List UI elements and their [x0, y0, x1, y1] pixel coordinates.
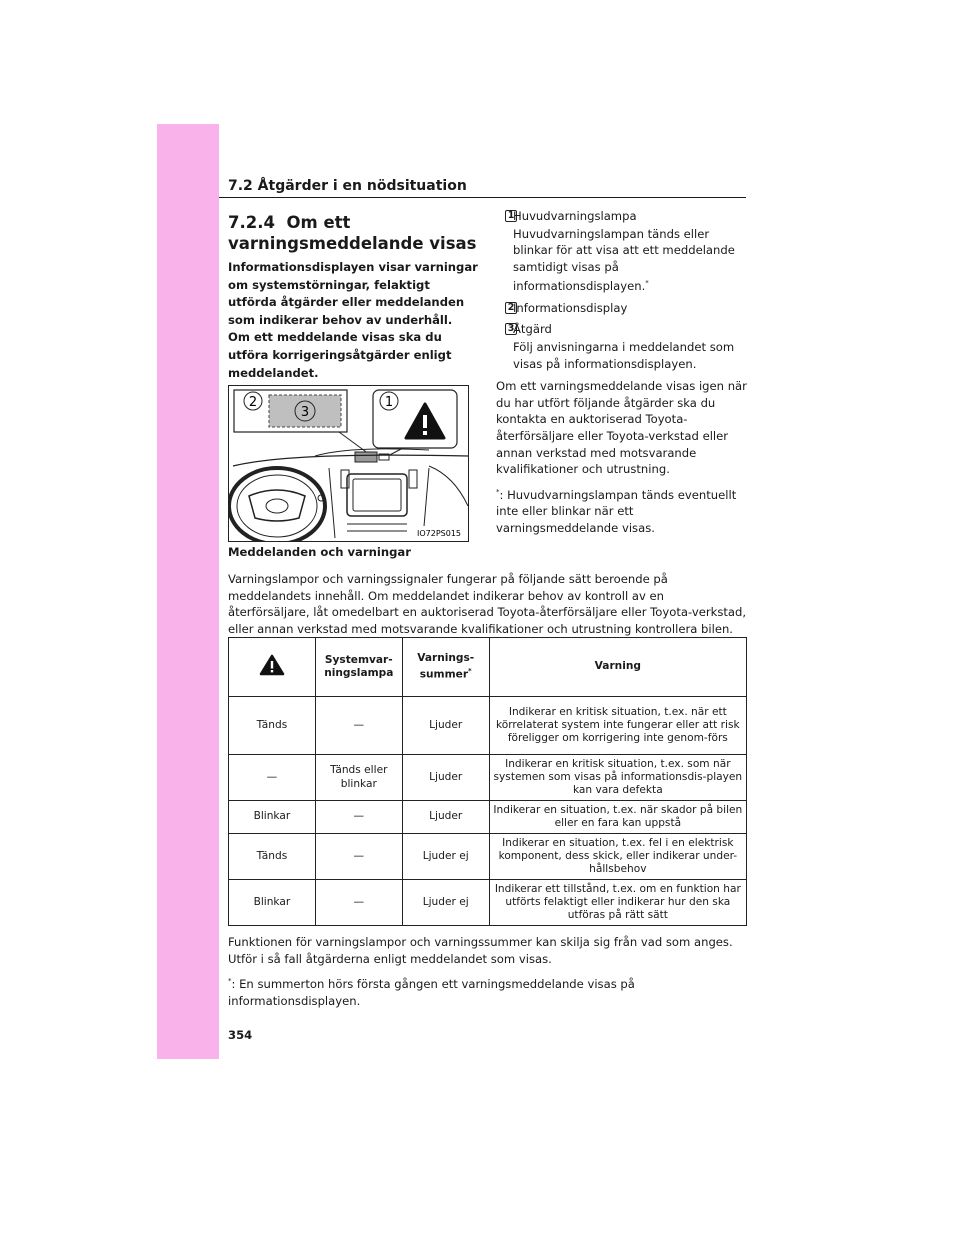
callout-3-label: 3: [300, 405, 310, 420]
figure-code: IO72PS015: [416, 529, 461, 538]
footnote-star: *: [645, 279, 649, 288]
figure-caption: Meddelanden och varningar: [228, 545, 411, 559]
table-cell: Indikerar en kritisk situation, t.ex. som när systemen som visas på informationsdis-playen kan vara defekta: [489, 755, 746, 801]
table-cell: Ljuder: [402, 697, 489, 755]
after-paragraph: Funktionen för varningslampor och varningssummer kan skilja sig från vad som anges. Utför i så fall åtgärderna enligt meddelandet som visas.: [228, 935, 733, 966]
table-row: [229, 697, 747, 755]
chapter-title: [228, 212, 478, 254]
callout-1-label: 1: [384, 395, 394, 410]
page-number: 354: [228, 1028, 253, 1042]
table-row: [229, 755, 747, 801]
chapter-number: 7.2.4: [228, 213, 275, 232]
table-cell: —: [229, 755, 316, 801]
right-column: [496, 208, 752, 536]
footnote: *: En summerton hörs första gången ett varningsmeddelande visas på informationsdisplayen.: [228, 977, 635, 1008]
right-footnote: *: Huvudvarningslampan tänds eventuellt inte eller blinkar när ett varningsmeddelande visas.: [496, 487, 737, 535]
header-rule: [219, 197, 746, 198]
table-cell: Tänds: [229, 697, 316, 755]
item-number-badge: 3: [505, 323, 517, 335]
table-cell: Ljuder: [402, 801, 489, 834]
table-cell: Indikerar en situation, t.ex. när skador på bilen eller en fara kan uppstå: [489, 801, 746, 834]
item-title: Informationsdisplay: [513, 300, 628, 315]
section-header: [228, 178, 467, 194]
dashboard-figure: [228, 385, 469, 542]
list-item: [496, 300, 752, 317]
item-number-badge: 1: [505, 210, 517, 222]
item-number-badge: 2: [505, 302, 517, 314]
section-header-text: 7.2 Åtgärder i en nödsituation: [228, 178, 467, 194]
table-cell: Indikerar en situation, t.ex. fel i en elektrisk komponent, dess skick, eller indikerar under-hållsbehov: [489, 834, 746, 880]
table-cell: Tänds eller blinkar: [315, 755, 402, 801]
table-header-icon: [229, 638, 316, 697]
list-item: [496, 208, 752, 295]
master-warning-icon: [259, 654, 285, 676]
table-cell: —: [315, 697, 402, 755]
table-cell: Ljuder: [402, 755, 489, 801]
item-description: Följ anvisningarna i meddelandet som visas på informationsdisplayen.: [513, 340, 735, 371]
table-cell: Ljuder ej: [402, 880, 489, 926]
side-tab-band: [157, 124, 219, 1059]
footnote-star: *: [228, 977, 232, 986]
table-cell: —: [315, 801, 402, 834]
table-cell: Tänds: [229, 834, 316, 880]
warning-table: [228, 637, 747, 926]
chapter-title-line2: varningsmeddelande visas: [228, 234, 477, 253]
table-row: [229, 880, 747, 926]
right-paragraph: Om ett varningsmeddelande visas igen när du har utfört följande åtgärder ska du kontakta en auktoriserad Toyota-återförsäljare eller Toyota-verkstad eller annan verkstad med motsvarande kvalifikationer och utrustning.: [496, 379, 747, 477]
item-title: Åtgärd: [513, 322, 552, 337]
table-header-row: [229, 638, 747, 697]
table-cell: —: [315, 834, 402, 880]
table-header: Varnings-summer*: [402, 638, 489, 697]
callout-2-label: 2: [248, 395, 258, 410]
table-cell: Indikerar en kritisk situation, t.ex. när ett körrelaterat system inte fungerar eller att risk föreligger om korrigering inte genom-förs: [489, 697, 746, 755]
item-title: Huvudvarningslampa: [513, 209, 637, 223]
footnote-star: *: [496, 487, 500, 496]
item-description: Huvudvarningslampan tänds eller blinkar för att visa att ett meddelande samtidigt visas på informationsdisplayen.*: [513, 226, 735, 294]
table-cell: Blinkar: [229, 801, 316, 834]
table-row: [229, 801, 747, 834]
chapter-title-line1: Om ett: [286, 213, 351, 232]
table-header: Systemvar-ningslampa: [315, 638, 402, 697]
list-item: [496, 321, 752, 372]
after-table-text: [228, 934, 748, 1015]
table-cell: Indikerar ett tillstånd, t.ex. om en funktion har utförts felaktigt eller indikerar hur den ska utföras på rätt sätt: [489, 880, 746, 926]
dashboard-illustration: [229, 386, 468, 541]
table-cell: Ljuder ej: [402, 834, 489, 880]
table-row: [229, 834, 747, 880]
body-paragraph: Varningslampor och varningssignaler fungerar på följande sätt beroende på meddelandets innehåll. Om meddelandet indikerar behov av kontroll av en återförsäljare, låt omedelbart en auktoriserad Toyota-återförsäljare eller Toyota-verkstad, eller annan verkstad med motsvarande kvalifikationer och utrustning kontrollera bilen.: [228, 572, 747, 636]
table-header: Varning: [489, 638, 746, 697]
lead-paragraph: Informationsdisplayen visar varningar om systemstörningar, felaktigt utförda åtgärder eller meddelanden som indikerar behov av underhåll. Om ett meddelande visas ska du utföra korrigeringsåtgärder enligt meddelandet.: [228, 260, 478, 380]
table-cell: —: [315, 880, 402, 926]
table-cell: Blinkar: [229, 880, 316, 926]
